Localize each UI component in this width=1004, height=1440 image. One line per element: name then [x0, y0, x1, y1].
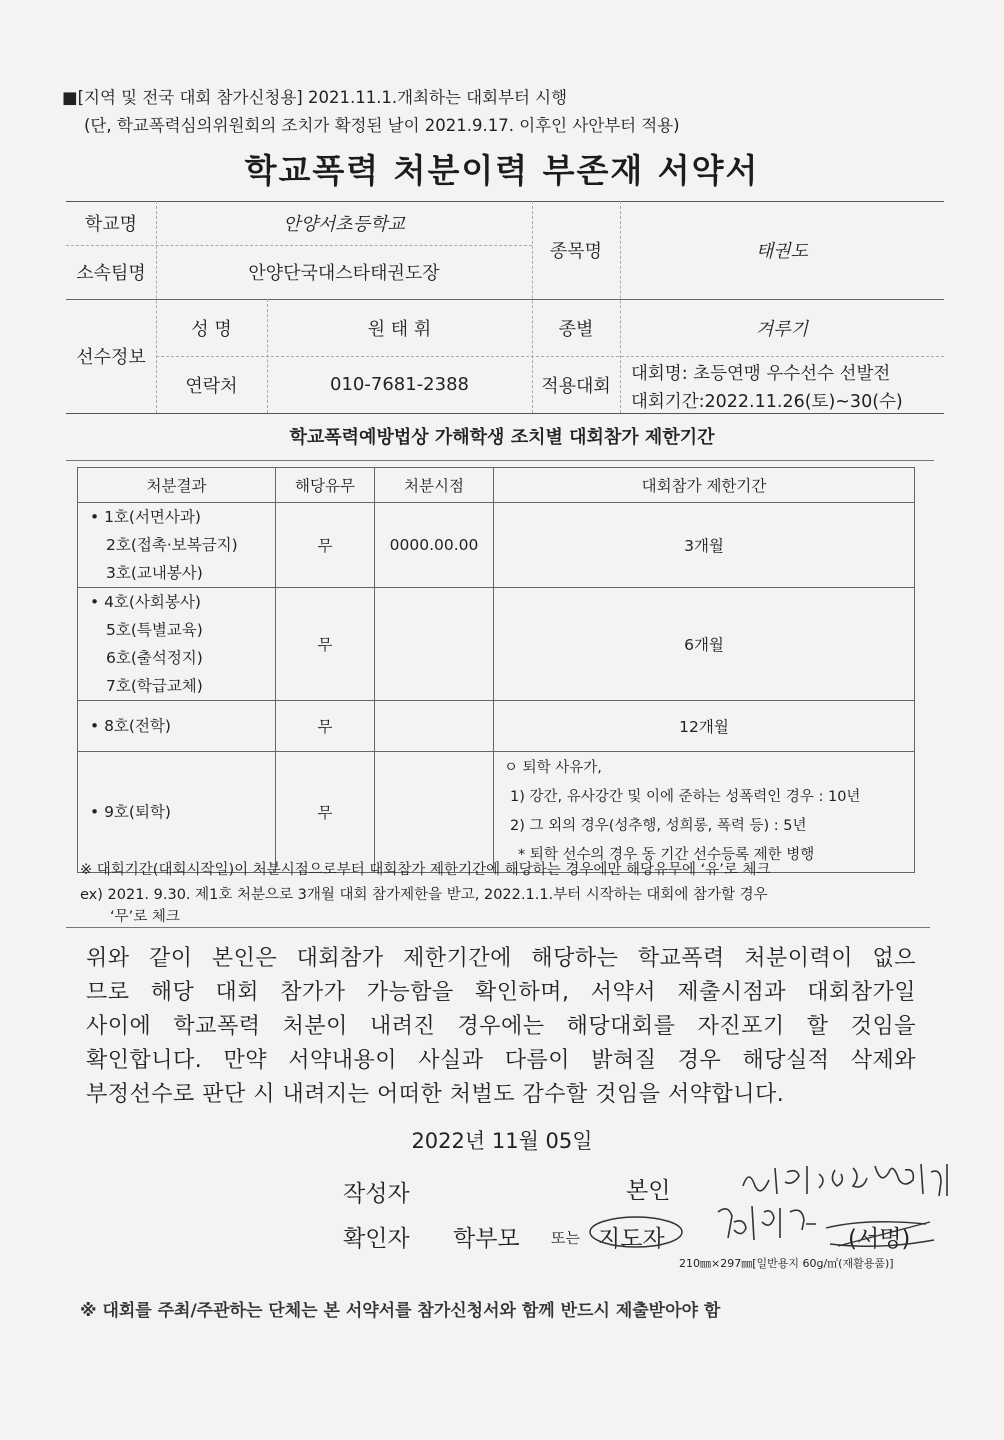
header-line-1: ■[지역 및 전국 대회 참가신청용] 2021.11.1.개최하는 대회부터 시행	[62, 88, 568, 107]
pledge-line: 부정선수로 판단 시 내려지는 어떠한 처벌도 감수할 것임을 서약합니다.	[86, 1082, 785, 1107]
row2-applicable: 무	[276, 588, 375, 701]
code-item: 2호(접촉·보복금지)	[106, 536, 238, 554]
header-applicable: 해당유무	[276, 468, 375, 503]
header-period: 대회참가 제한기간	[494, 468, 915, 503]
note-2: ex) 2021. 9.30. 제1호 처분으로 3개월 대회 참가제한을 받고, 2022.1.1.부터 시작하는 대회에 참가할 경우	[80, 887, 768, 903]
header-date: 처분시점	[375, 468, 494, 503]
row3-period: 12개월	[494, 701, 915, 752]
coach-mark	[586, 1212, 686, 1252]
seal-scribble	[820, 1210, 940, 1254]
header-line-2: (단, 학교폭력심의위원회의 조치가 확정된 날이 2021.9.17. 이후인 사안부터 적용)	[84, 116, 680, 135]
coach-signature	[712, 1198, 822, 1246]
row1-date: 0000.00.00	[375, 503, 494, 588]
code-item: • 9호(퇴학)	[90, 803, 171, 821]
code-item: • 8호(전학)	[90, 717, 171, 735]
category-value: 겨루기	[755, 318, 809, 340]
applied-period: 대회기간:2022.11.26(토)~30(수)	[631, 392, 903, 412]
parent-label: 학부모	[453, 1226, 520, 1252]
applied-label: 적용대회	[541, 375, 611, 397]
row2-date	[375, 588, 494, 701]
period-line: 2) 그 외의 경우(성추행, 성희롱, 폭력 등) : 5년	[510, 818, 807, 834]
pledge-line: 위와 같이 본인은 대회참가 제한기간에 해당하는 학교폭력 처분이력이 없으	[86, 946, 916, 971]
team-label: 소속팀명	[76, 263, 146, 284]
self-label: 본인	[626, 1178, 671, 1204]
name-label: 성 명	[191, 318, 232, 340]
row3-date	[375, 701, 494, 752]
row4-applicable: 무	[276, 752, 375, 873]
code-item: 5호(특별교육)	[106, 621, 203, 639]
contact-label: 연락처	[185, 375, 238, 397]
pledge-date: 2022년 11월 05일	[411, 1129, 593, 1153]
coach-label: 지도자	[598, 1226, 665, 1252]
row4-codes	[78, 752, 276, 873]
footer-note: ※ 대회를 주최/주관하는 단체는 본 서약서를 참가신청서와 함께 반드시 제출받아야 함	[80, 1301, 721, 1321]
school-value: 안양서초등학교	[283, 214, 405, 235]
or-label: 또는	[551, 1229, 580, 1247]
row2-codes	[78, 588, 276, 701]
table-row	[78, 503, 915, 588]
pledge-text	[86, 942, 916, 1112]
applied-name: 대회명: 초등연맹 우수선수 선발전	[631, 364, 891, 384]
row1-period: 3개월	[494, 503, 915, 588]
row2-period: 6개월	[494, 588, 915, 701]
document-title: 학교폭력 처분이력 부존재 서약서	[244, 151, 760, 190]
row3-codes	[78, 701, 276, 752]
contact-value: 010-7681-2388	[330, 374, 469, 395]
table-row	[78, 588, 915, 701]
code-item: 3호(교내봉사)	[106, 564, 203, 582]
pledge-line: 므로 해당 대회 참가가 가능함을 확인하며, 서약서 제출시점과 대회참가일	[86, 980, 916, 1005]
row3-applicable: 무	[276, 701, 375, 752]
period-line: * 퇴학 선수의 경우 동 기간 선수등록 제한 병행	[518, 847, 815, 863]
code-item: • 1호(서면사과)	[90, 508, 201, 526]
row1-applicable: 무	[276, 503, 375, 588]
row1-codes	[78, 503, 276, 588]
pledge-line: 사이에 학교폭력 처분이 내려진 경우에는 해당대회를 자진포기 할 것임을	[86, 1014, 916, 1039]
period-line: 1) 강간, 유사강간 및 이에 준하는 성폭력인 경우 : 10년	[510, 789, 861, 805]
category-label: 종별	[558, 318, 594, 340]
applied-competition	[631, 360, 903, 416]
event-label: 종목명	[549, 241, 603, 262]
seal-label: (서명)	[848, 1226, 911, 1252]
period-line: ㅇ 퇴학 사유가,	[504, 760, 602, 776]
athlete-label: 선수정보	[76, 347, 146, 368]
limit-table	[77, 467, 915, 873]
author-label: 작성자	[343, 1181, 410, 1207]
table-header-row	[78, 468, 915, 503]
code-item: 7호(학급교체)	[106, 677, 203, 695]
name-value: 원 태 휘	[367, 318, 432, 340]
pledge-line: 확인합니다. 만약 서약내용이 사실과 다름이 밝혀질 경우 해당실적 삭제와	[86, 1048, 916, 1073]
limit-table-title: 학교폭력예방법상 가해학생 조치별 대회참가 제한기간	[289, 427, 715, 448]
confirmer-label: 확인자	[343, 1226, 410, 1252]
table-row	[78, 752, 915, 873]
row4-date	[375, 752, 494, 873]
code-item: 6호(출석정지)	[106, 649, 203, 667]
header-result: 처분결과	[78, 468, 276, 503]
paper-spec: 210㎜×297㎜[일반용지 60g/㎡(재활용품)]	[679, 1257, 894, 1270]
event-value: 태권도	[755, 241, 809, 262]
team-value: 안양단국대스타태권도장	[248, 263, 440, 284]
note-3: ‘무’로 체크	[110, 909, 180, 925]
table-row	[78, 701, 915, 752]
code-item: • 4호(사회봉사)	[90, 593, 201, 611]
row4-period	[494, 752, 915, 873]
school-label: 학교명	[84, 214, 138, 235]
note-1: ※ 대회기간(대회시작일)이 처분시점으로부터 대회참가 제한기간에 해당하는 경우에만 해당유무에 ‘유’로 체크	[80, 862, 771, 878]
